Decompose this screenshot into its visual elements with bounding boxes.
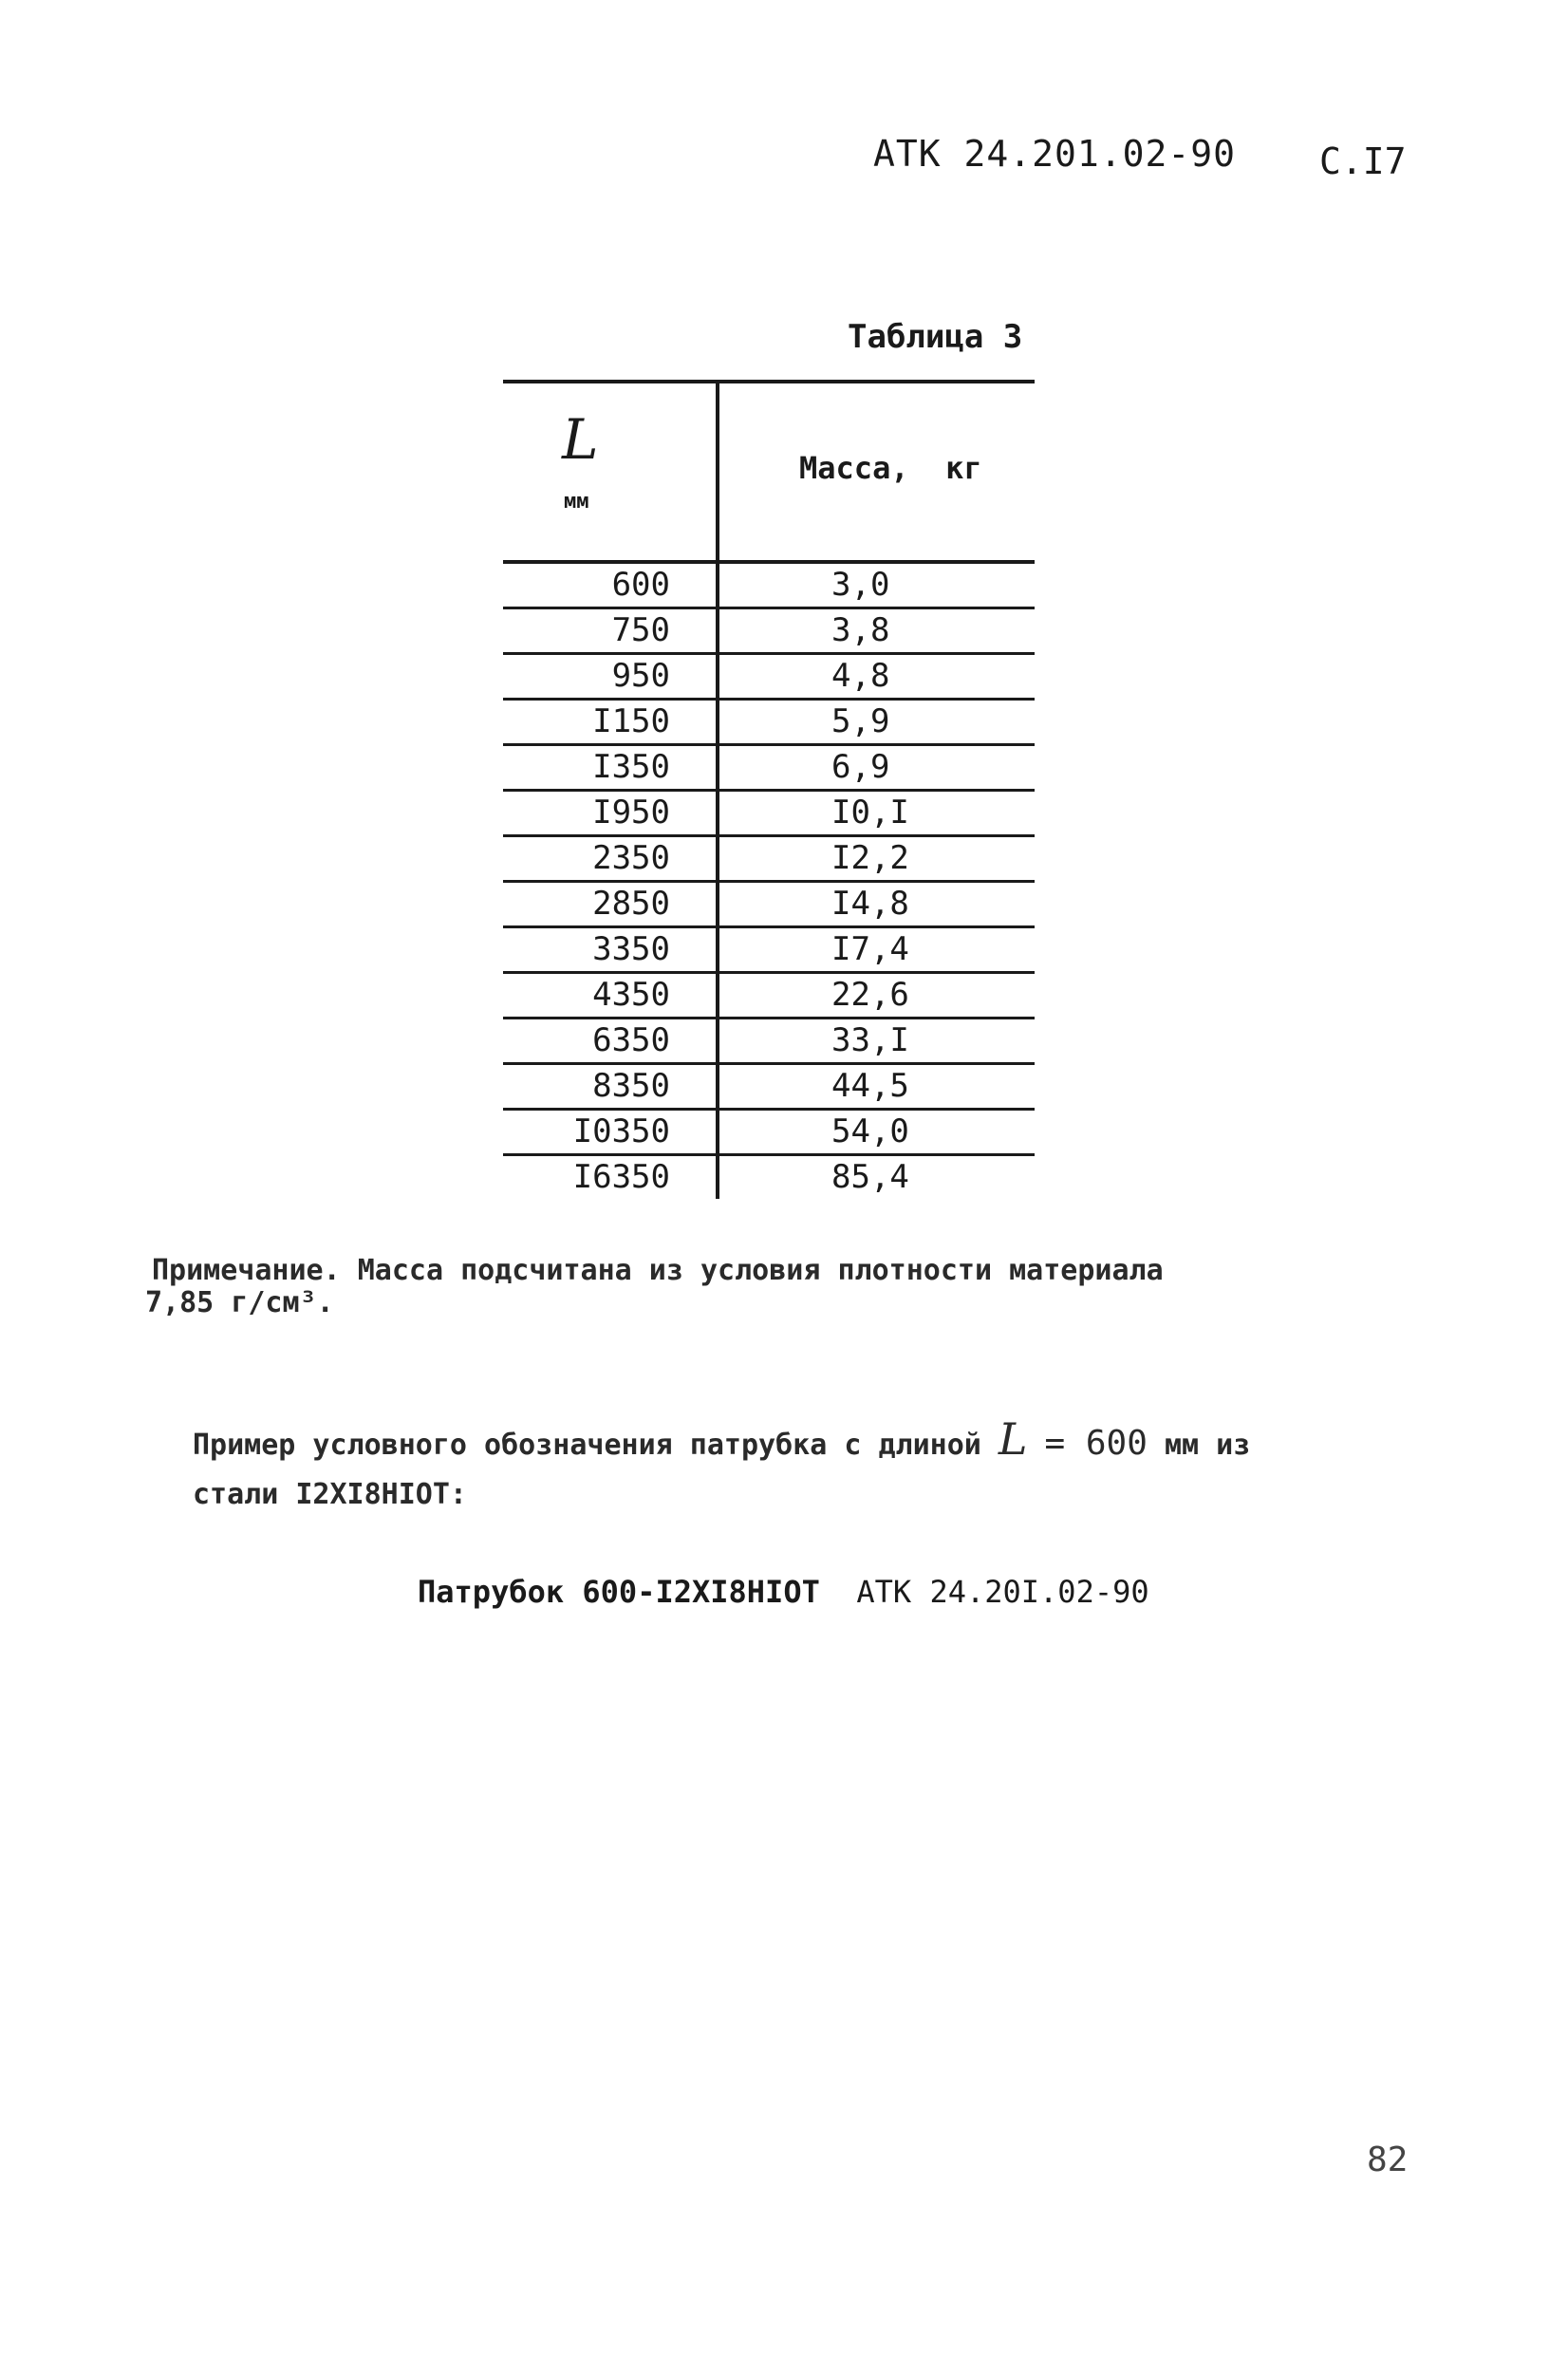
table-body: [503, 562, 1035, 1199]
mass-cell: 22,6: [718, 973, 1035, 1019]
mass-cell: I4,8: [718, 882, 1035, 927]
length-cell: I6350: [503, 1155, 718, 1200]
footer-number: 82: [1367, 2140, 1409, 2179]
table-row: [503, 973, 1035, 1019]
length-cell: 600: [503, 562, 718, 608]
note: [145, 1254, 1386, 1319]
table-row: [503, 1064, 1035, 1110]
mass-cell: 5,9: [718, 700, 1035, 745]
mass-cell: 3,8: [718, 608, 1035, 654]
table-row: [503, 700, 1035, 745]
note-line-1: Примечание. Масса подсчитана из условия плотности материала: [152, 1254, 1164, 1287]
mass-cell: I0,I: [718, 791, 1035, 836]
example-length-value: = 600: [1044, 1424, 1148, 1463]
table-row: [503, 791, 1035, 836]
table-row: [503, 1155, 1035, 1200]
length-cell: 950: [503, 654, 718, 700]
mass-cell: 4,8: [718, 654, 1035, 700]
mass-table-wrapper: [503, 380, 1035, 1199]
table-row: [503, 927, 1035, 973]
length-cell: 2350: [503, 836, 718, 882]
example-paragraph: [193, 1414, 1389, 1520]
designation-part: Патрубок 600-I2XI8HIOT: [418, 1574, 820, 1610]
length-unit: мм: [564, 490, 589, 514]
table-row: [503, 836, 1035, 882]
length-cell: I150: [503, 700, 718, 745]
example-text-after: мм из: [1164, 1429, 1251, 1462]
mass-cell: I2,2: [718, 836, 1035, 882]
designation-example: [418, 1574, 1149, 1610]
length-cell: 3350: [503, 927, 718, 973]
note-line-2: 7,85 г/см³.: [145, 1286, 334, 1319]
mass-table: [503, 380, 1035, 1199]
page-number: С.I7: [1319, 140, 1407, 182]
header-mass: [718, 382, 1035, 562]
example-text-before: Пример условного обозначения патрубка с длиной: [193, 1429, 981, 1462]
length-cell: I350: [503, 745, 718, 791]
mass-cell: 44,5: [718, 1064, 1035, 1110]
table-row: [503, 1019, 1035, 1064]
length-cell: 2850: [503, 882, 718, 927]
mass-cell: 3,0: [718, 562, 1035, 608]
length-cell: 750: [503, 608, 718, 654]
length-cell: 8350: [503, 1064, 718, 1110]
table-row: [503, 608, 1035, 654]
length-symbol: L: [562, 407, 599, 472]
length-cell: I0350: [503, 1110, 718, 1155]
mass-cell: I7,4: [718, 927, 1035, 973]
mass-cell: 85,4: [831, 1158, 909, 1196]
document-code: АТК 24.201.02-90: [873, 133, 1237, 175]
example-length-symbol: L: [998, 1413, 1028, 1465]
table-caption: Таблица 3: [848, 318, 1023, 356]
table-row: [503, 882, 1035, 927]
designation-standard: АТК 24.20I.02-90: [856, 1574, 1149, 1610]
table-row: [503, 1110, 1035, 1155]
mass-label: Масса, кг: [799, 450, 982, 486]
table-row: [503, 745, 1035, 791]
header-length: [503, 382, 718, 562]
length-cell: 4350: [503, 973, 718, 1019]
length-cell: I950: [503, 791, 718, 836]
table-row: [503, 654, 1035, 700]
mass-cell: 33,I: [718, 1019, 1035, 1064]
length-cell: 6350: [503, 1019, 718, 1064]
table-header-row: [503, 382, 1035, 562]
table-row: [503, 562, 1035, 608]
mass-cell: 54,0: [718, 1110, 1035, 1155]
mass-cell: 6,9: [718, 745, 1035, 791]
example-line-2: стали I2XI8HIOT:: [193, 1478, 467, 1511]
